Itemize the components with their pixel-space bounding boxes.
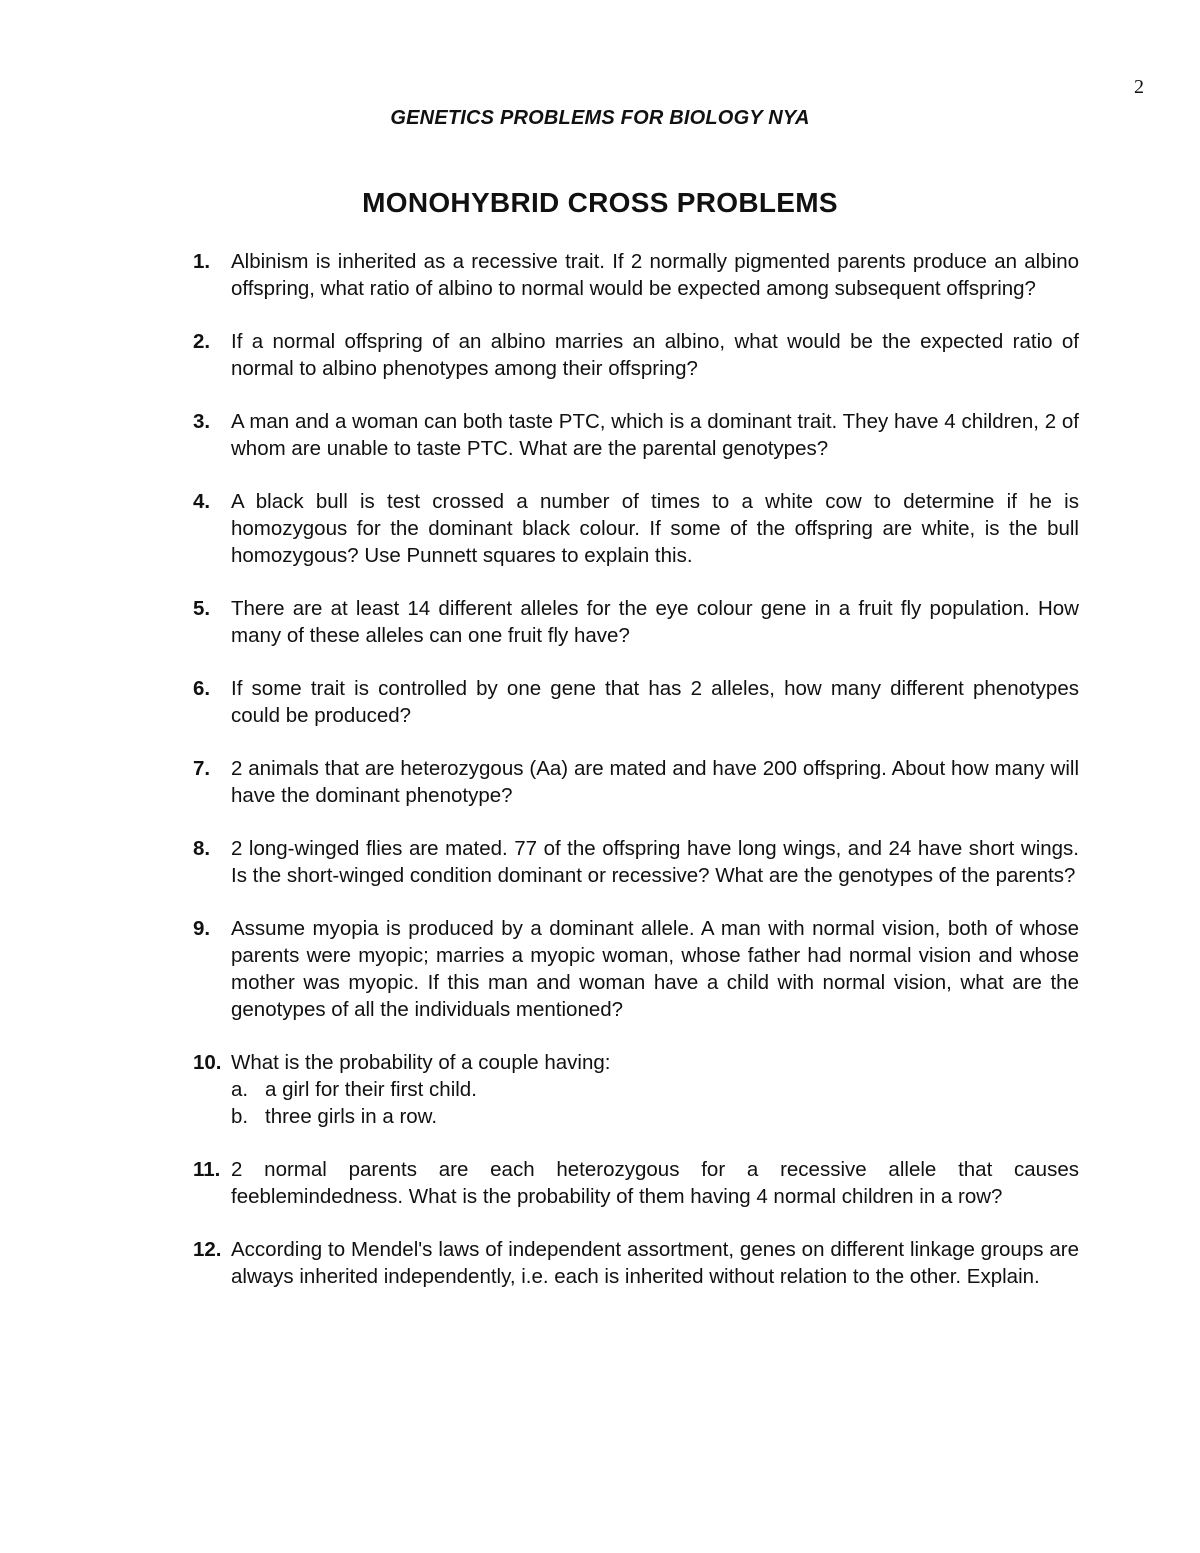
sub-question	[231, 1103, 1079, 1130]
problem-list	[193, 248, 1079, 1316]
problem-text: A black bull is test crossed a number of times to a white cow to determine if he is homozygous for the dominant black colour. If some of the offspring are white, is the bull homozygous? Use Punnett squares to explain this.	[231, 490, 1079, 567]
sub-question-text: a girl for their first child.	[265, 1078, 477, 1101]
problem-number: 9.	[193, 917, 211, 940]
problem-number: 3.	[193, 410, 211, 433]
problem-number: 8.	[193, 837, 211, 860]
problem-item-6	[193, 675, 1079, 729]
problem-number: 5.	[193, 597, 211, 620]
problem-item-5	[193, 595, 1079, 649]
section-title: MONOHYBRID CROSS PROBLEMS	[362, 187, 838, 218]
problem-item-4	[193, 488, 1079, 569]
problem-number: 12.	[193, 1238, 222, 1261]
problem-item-12	[193, 1236, 1079, 1290]
running-title: GENETICS PROBLEMS FOR BIOLOGY NYA	[390, 107, 810, 129]
problem-item-1	[193, 248, 1079, 302]
sub-question	[231, 1076, 1079, 1103]
problem-text: If some trait is controlled by one gene that has 2 alleles, how many different phenotypes could be produced?	[231, 677, 1079, 727]
problem-number: 7.	[193, 757, 211, 780]
problem-text: 2 animals that are heterozygous (Aa) are mated and have 200 offspring. About how many will have the dominant phenotype?	[231, 757, 1079, 807]
problem-item-7	[193, 755, 1079, 809]
sub-question-list	[231, 1076, 1079, 1130]
problem-item-11	[193, 1156, 1079, 1210]
problem-text: What is the probability of a couple having:	[231, 1051, 611, 1074]
problem-number: 6.	[193, 677, 211, 700]
problem-number: 10.	[193, 1051, 222, 1074]
problem-number: 4.	[193, 490, 211, 513]
problem-text: Albinism is inherited as a recessive trait. If 2 normally pigmented parents produce an albino offspring, what ratio of albino to normal would be expected among subsequent offspring?	[231, 250, 1079, 300]
sub-question-letter: a.	[231, 1078, 249, 1101]
problem-body	[231, 1049, 1079, 1130]
problem-item-2	[193, 328, 1079, 382]
problem-item-3	[193, 408, 1079, 462]
problem-number: 1.	[193, 250, 211, 273]
problem-text: According to Mendel's laws of independent assortment, genes on different linkage groups are always inherited independently, i.e. each is inherited without relation to the other. Explain.	[231, 1238, 1079, 1288]
problem-text: A man and a woman can both taste PTC, which is a dominant trait. They have 4 children, 2 of whom are unable to taste PTC. What are the parental genotypes?	[231, 410, 1079, 460]
problem-text: If a normal offspring of an albino marries an albino, what would be the expected ratio of normal to albino phenotypes among their offspring?	[231, 330, 1079, 380]
problem-text: There are at least 14 different alleles for the eye colour gene in a fruit fly population. How many of these alleles can one fruit fly have?	[231, 597, 1079, 647]
problem-number: 2.	[193, 330, 211, 353]
sub-question-letter: b.	[231, 1105, 249, 1128]
sub-question-text: three girls in a row.	[265, 1105, 438, 1128]
problem-item-8	[193, 835, 1079, 889]
problem-text: 2 long-winged flies are mated. 77 of the offspring have long wings, and 24 have short wings. Is the short-winged condition dominant or recessive? What are the genotypes of the parents?	[231, 837, 1079, 887]
problem-text: Assume myopia is produced by a dominant allele. A man with normal vision, both of whose parents were myopic; marries a myopic woman, whose father had normal vision and whose mother was myopic. If this man and woman have a child with normal vision, what are the genotypes of all the individuals mentioned?	[231, 917, 1079, 1021]
problem-number: 11.	[193, 1158, 221, 1181]
problem-item-9	[193, 915, 1079, 1023]
problem-item-10	[193, 1049, 1079, 1130]
problem-text: 2 normal parents are each heterozygous for a recessive allele that causes feeblemindedness. What is the probability of them having 4 normal children in a row?	[231, 1158, 1079, 1208]
page-number: 2	[1134, 76, 1144, 98]
